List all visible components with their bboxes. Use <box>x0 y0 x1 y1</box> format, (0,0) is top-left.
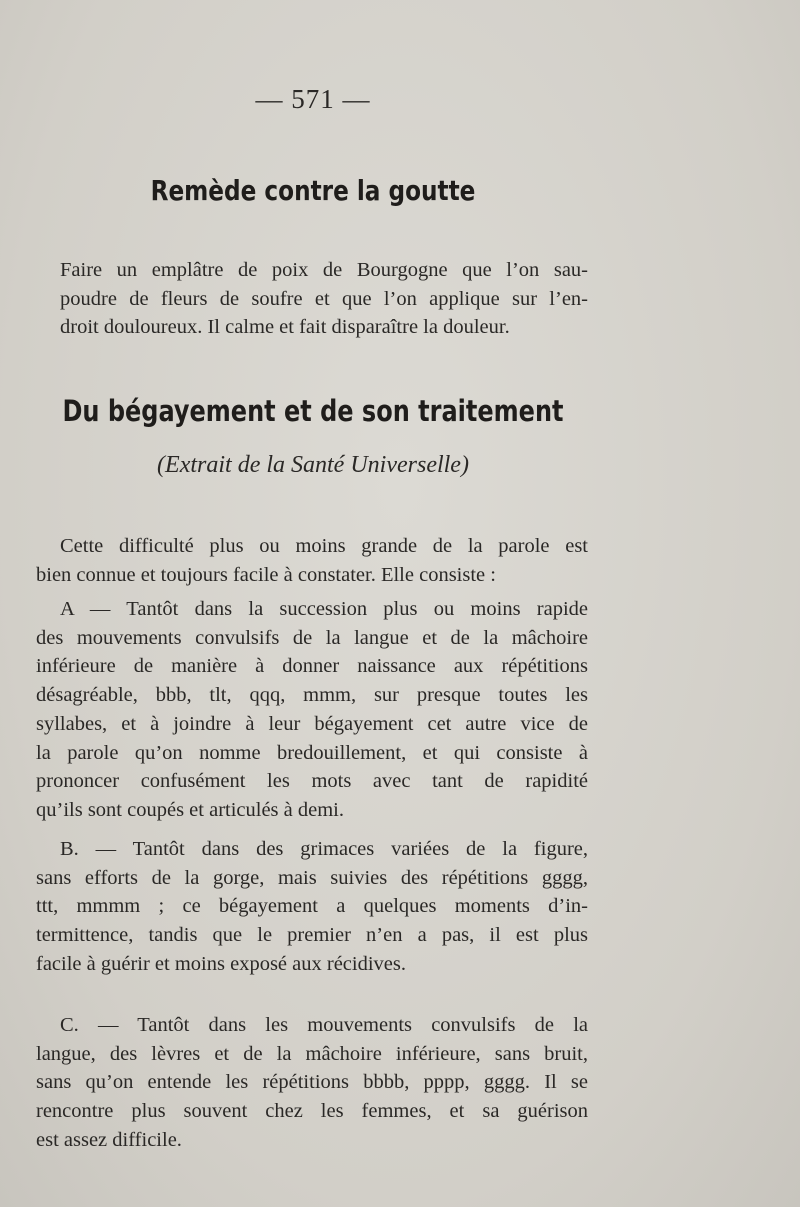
text-line: inférieure de manière à donner naissance aux répétitions <box>36 655 588 678</box>
text-line: Faire un emplâtre de poix de Bourgogne que l’on sau- <box>60 259 588 281</box>
text-line: sans qu’on entende les répétitions bbbb, pppp, gggg. Il se <box>36 1071 588 1094</box>
text-line: syllabes, et à joindre à leur bégayement cet autre vice de <box>36 712 588 735</box>
text-line: droit douloureux. Il calme et fait disparaître la douleur. <box>60 316 510 339</box>
text-line: ttt, mmmm ; ce bégayement a quelques moments d’in- <box>36 895 588 918</box>
section-subtitle-source: (Extrait de la Santé Universelle) <box>157 452 469 478</box>
text-line: sans efforts de la gorge, mais suivies des répétitions gggg, <box>36 866 588 889</box>
text-line: désagréable, bbb, tlt, qqq, mmm, sur presque toutes les <box>36 684 588 707</box>
text-line: langue, des lèvres et de la mâchoire inférieure, sans bruit, <box>36 1042 588 1065</box>
page-number: — 571 — <box>255 84 371 114</box>
paragraph-b <box>36 835 588 979</box>
paragraph-a <box>36 595 588 825</box>
text-line: B. — Tantôt dans des grimaces variées de la figure, <box>60 838 588 860</box>
text-line: C. — Tantôt dans les mouvements convulsifs de la <box>60 1014 588 1036</box>
text-line: termittence, tandis que le premier n’en a pas, il est plus <box>36 924 588 947</box>
paragraph-intro <box>36 532 588 589</box>
text-line: prononcer confusément les mots avec tant de rapidité <box>36 770 588 793</box>
text-line: des mouvements convulsifs de la langue et de la mâchoire <box>36 626 588 649</box>
section-title-goutte: Remède contre la goutte <box>150 174 476 207</box>
text-line: qu’ils sont coupés et articulés à demi. <box>36 798 344 821</box>
paragraph-c <box>36 1011 588 1155</box>
text-line: A — Tantôt dans la succession plus ou moins rapide <box>60 598 588 620</box>
text-line: rencontre plus souvent chez les femmes, et sa guérison <box>36 1100 588 1123</box>
section-title-begayement: Du bégayement et de son traitement <box>62 394 564 428</box>
text-line: facile à guérir et moins exposé aux récidives. <box>36 952 406 975</box>
paragraph-remede <box>36 256 588 342</box>
text-line: poudre de fleurs de soufre et que l’on applique sur l’en- <box>60 287 588 310</box>
text-line: Cette difficulté plus ou moins grande de la parole est <box>60 535 588 557</box>
text-line: bien connue et toujours facile à constater. Elle consiste : <box>36 563 496 586</box>
text-line: la parole qu’on nomme bredouillement, et qui consiste à <box>36 741 588 764</box>
text-line: est assez difficile. <box>36 1128 182 1151</box>
